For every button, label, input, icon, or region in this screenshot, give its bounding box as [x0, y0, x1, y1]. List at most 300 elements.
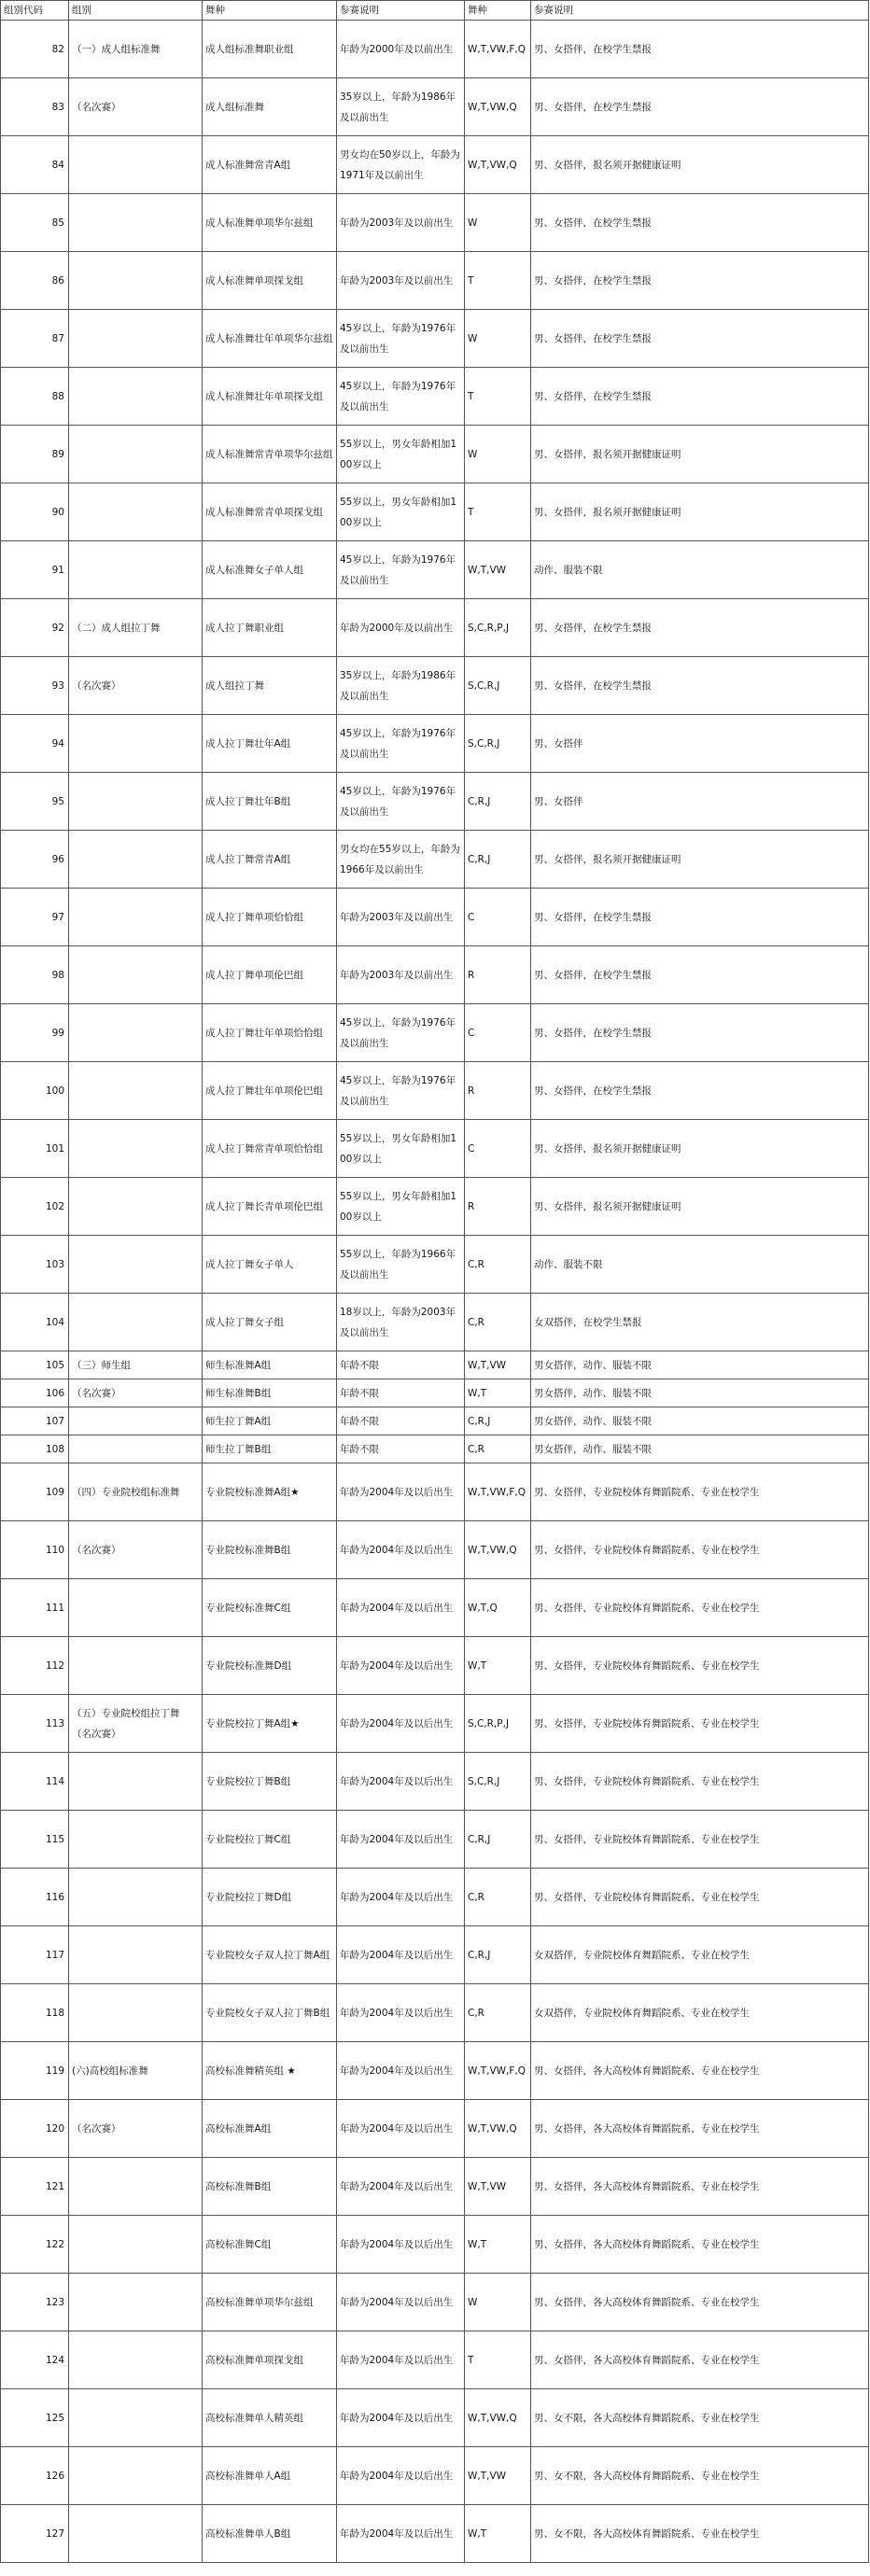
group-code-cell: 124: [1, 2331, 69, 2389]
dance-category-cell: 成人标准舞常青单项探戈组: [203, 483, 337, 541]
entry-description-cell: 年龄为2004年及以后出生: [337, 1695, 465, 1753]
dance-category-cell: 高校标准舞单人A组: [203, 2447, 337, 2505]
table-row: [1, 1004, 869, 1062]
dance-category-cell: 成人标准舞常青单项华尔兹组: [203, 426, 337, 483]
entry-notes-cell: 男、女搭伴，报名须开据健康证明: [531, 1120, 869, 1178]
group-cell: [69, 1579, 203, 1637]
entry-notes-cell: 男、女搭伴，专业院校体育舞蹈院系、专业在校学生: [531, 1521, 869, 1579]
dance-type-cell: T: [465, 252, 531, 310]
entry-description-cell: 35岁以上，年龄为1986年及以前出生: [337, 78, 465, 136]
dance-category-cell: 成人标准舞壮年单项华尔兹组: [203, 310, 337, 368]
entry-notes-cell: 男、女搭伴，报名须开据健康证明: [531, 1178, 869, 1236]
table-row: [1, 194, 869, 252]
entry-notes-cell: 男女搭伴，动作、服装不限: [531, 1407, 869, 1435]
dance-category-cell: 成人拉丁舞单项恰恰组: [203, 889, 337, 946]
dance-category-cell: 专业院校标准舞B组: [203, 1521, 337, 1579]
group-code-cell: 108: [1, 1435, 69, 1463]
entry-description-cell: 年龄为2004年及以后出生: [337, 2505, 465, 2563]
group-cell: [69, 2216, 203, 2274]
dance-type-cell: W,T,VW,Q: [465, 1521, 531, 1579]
entry-notes-cell: 男、女搭伴，专业院校体育舞蹈院系、专业在校学生: [531, 1869, 869, 1926]
group-cell: [69, 310, 203, 368]
group-cell: （四）专业院校组标准舞: [69, 1463, 203, 1521]
header-dance-category: 舞种: [203, 1, 337, 21]
entry-description-cell: 年龄为2004年及以后出生: [337, 2158, 465, 2216]
dance-category-cell: 成人标准舞壮年单项探戈组: [203, 368, 337, 426]
dance-category-cell: 成人拉丁舞壮年B组: [203, 773, 337, 831]
dance-type-cell: C,R,J: [465, 1407, 531, 1435]
table-row: [1, 1695, 869, 1753]
entry-description-cell: 45岁以上，年龄为1976年及以前出生: [337, 310, 465, 368]
group-cell: [69, 194, 203, 252]
dance-type-cell: C: [465, 1004, 531, 1062]
table-row: [1, 368, 869, 426]
group-cell: [69, 1236, 203, 1294]
entry-description-cell: 年龄为2004年及以后出生: [337, 1926, 465, 1984]
dance-type-cell: C,R,J: [465, 773, 531, 831]
entry-notes-cell: 男、女搭伴，专业院校体育舞蹈院系、专业在校学生: [531, 1637, 869, 1695]
dance-category-cell: 高校标准舞单项华尔兹组: [203, 2274, 337, 2331]
table-row: [1, 310, 869, 368]
dance-type-cell: C: [465, 889, 531, 946]
dance-category-cell: 专业院校女子双人拉丁舞A组: [203, 1926, 337, 1984]
table-row: [1, 1984, 869, 2042]
entry-description-cell: 年龄为2004年及以后出生: [337, 1637, 465, 1695]
table-row: [1, 1753, 869, 1811]
entry-description-cell: 男女均在50岁以上，年龄为1971年及以前出生: [337, 136, 465, 194]
group-cell: [69, 483, 203, 541]
group-code-cell: 107: [1, 1407, 69, 1435]
entry-description-cell: 45岁以上，年龄为1976年及以前出生: [337, 368, 465, 426]
table-row: [1, 657, 869, 715]
entry-notes-cell: 男、女搭伴，各大高校体育舞蹈院系、专业在校学生: [531, 2100, 869, 2158]
group-cell: [69, 368, 203, 426]
table-body: [1, 21, 869, 2563]
group-code-cell: 91: [1, 541, 69, 599]
entry-description-cell: 55岁以上，男女年龄相加100岁以上: [337, 426, 465, 483]
group-cell: （三）师生组: [69, 1351, 203, 1379]
dance-category-cell: 成人拉丁舞单项伦巴组: [203, 946, 337, 1004]
group-code-cell: 126: [1, 2447, 69, 2505]
entry-description-cell: 45岁以上，年龄为1976年及以前出生: [337, 541, 465, 599]
dance-type-cell: W: [465, 194, 531, 252]
entry-description-cell: 55岁以上，男女年龄相加100岁以上: [337, 483, 465, 541]
header-row: [1, 1, 869, 21]
group-code-cell: 92: [1, 599, 69, 657]
table-row: [1, 2389, 869, 2447]
entry-notes-cell: 男、女搭伴，在校学生禁报: [531, 657, 869, 715]
dance-category-cell: 成人拉丁舞女子组: [203, 1294, 337, 1351]
group-cell: [69, 773, 203, 831]
group-cell: [69, 1637, 203, 1695]
dance-category-cell: 成人拉丁舞职业组: [203, 599, 337, 657]
group-cell: （名次赛）: [69, 657, 203, 715]
dance-category-cell: 师生标准舞B组: [203, 1379, 337, 1407]
entry-description-cell: 年龄不限: [337, 1351, 465, 1379]
dance-type-cell: W: [465, 2274, 531, 2331]
table-row: [1, 2274, 869, 2331]
dance-type-cell: W,T: [465, 1379, 531, 1407]
group-code-cell: 118: [1, 1984, 69, 2042]
dance-type-cell: C,R: [465, 1435, 531, 1463]
entry-description-cell: 年龄为2004年及以后出生: [337, 1521, 465, 1579]
dance-type-cell: R: [465, 1178, 531, 1236]
dance-category-cell: 成人组标准舞职业组: [203, 21, 337, 78]
dance-type-cell: W,T,VW: [465, 2447, 531, 2505]
group-cell: [69, 2274, 203, 2331]
header-group-code: 组别代码: [1, 1, 69, 21]
table-row: [1, 541, 869, 599]
table-row: [1, 1463, 869, 1521]
entry-notes-cell: 男女搭伴，动作、服装不限: [531, 1351, 869, 1379]
dance-type-cell: R: [465, 946, 531, 1004]
header-entry-description: 参赛说明: [337, 1, 465, 21]
dance-type-cell: W,T,VW,Q: [465, 2389, 531, 2447]
entry-notes-cell: 男、女搭伴，各大高校体育舞蹈院系、专业在校学生: [531, 2158, 869, 2216]
group-cell: [69, 1004, 203, 1062]
group-cell: （二）成人组拉丁舞: [69, 599, 203, 657]
entry-notes-cell: 男、女搭伴，专业院校体育舞蹈院系、专业在校学生: [531, 1695, 869, 1753]
dance-category-cell: 成人组标准舞: [203, 78, 337, 136]
dance-type-cell: W,T,VW: [465, 541, 531, 599]
dance-type-cell: S,C,R,P,J: [465, 1695, 531, 1753]
table-row: [1, 773, 869, 831]
entry-notes-cell: 男、女不限，各大高校体育舞蹈院系、专业在校学生: [531, 2389, 869, 2447]
entry-notes-cell: 男、女搭伴，报名须开据健康证明: [531, 136, 869, 194]
dance-type-cell: W,T: [465, 2505, 531, 2563]
group-code-cell: 113: [1, 1695, 69, 1753]
entry-notes-cell: 男、女搭伴: [531, 715, 869, 773]
entry-description-cell: 年龄为2004年及以后出生: [337, 2274, 465, 2331]
dance-category-cell: 师生标准舞A组: [203, 1351, 337, 1379]
table-row: [1, 889, 869, 946]
dance-category-cell: 成人标准舞女子单人组: [203, 541, 337, 599]
group-code-cell: 106: [1, 1379, 69, 1407]
entry-notes-cell: 女双搭伴，专业院校体育舞蹈院系、专业在校学生: [531, 1926, 869, 1984]
dance-type-cell: C,R: [465, 1236, 531, 1294]
entry-notes-cell: 男、女搭伴，在校学生禁报: [531, 1062, 869, 1120]
table-row: [1, 2331, 869, 2389]
entry-description-cell: 年龄为2004年及以后出生: [337, 2216, 465, 2274]
table-row: [1, 136, 869, 194]
table-row: [1, 2505, 869, 2563]
entry-notes-cell: 男、女搭伴: [531, 773, 869, 831]
group-code-cell: 82: [1, 21, 69, 78]
entry-notes-cell: 男、女搭伴，在校学生禁报: [531, 21, 869, 78]
dance-category-cell: 高校标准舞C组: [203, 2216, 337, 2274]
entry-notes-cell: 男、女搭伴，在校学生禁报: [531, 78, 869, 136]
group-code-cell: 83: [1, 78, 69, 136]
table-row: [1, 715, 869, 773]
group-cell: [69, 889, 203, 946]
dance-type-cell: W,T: [465, 2216, 531, 2274]
header-group: 组别: [69, 1, 203, 21]
dance-category-cell: 成人标准舞常青A组: [203, 136, 337, 194]
dance-type-cell: T: [465, 2331, 531, 2389]
group-code-cell: 100: [1, 1062, 69, 1120]
entry-description-cell: 年龄为2004年及以后出生: [337, 2100, 465, 2158]
group-cell: [69, 1178, 203, 1236]
dance-category-cell: 成人拉丁舞女子单人: [203, 1236, 337, 1294]
group-code-cell: 84: [1, 136, 69, 194]
entry-description-cell: 年龄为2004年及以后出生: [337, 1984, 465, 2042]
dance-category-cell: 高校标准舞A组: [203, 2100, 337, 2158]
group-cell: [69, 831, 203, 889]
group-code-cell: 120: [1, 2100, 69, 2158]
entry-notes-cell: 男女搭伴，动作、服装不限: [531, 1379, 869, 1407]
dance-type-cell: R: [465, 1062, 531, 1120]
table-row: [1, 2447, 869, 2505]
entry-notes-cell: 男、女搭伴，专业院校体育舞蹈院系、专业在校学生: [531, 1579, 869, 1637]
dance-category-cell: 专业院校拉丁舞B组: [203, 1753, 337, 1811]
group-cell: [69, 2331, 203, 2389]
entry-notes-cell: 男、女搭伴，在校学生禁报: [531, 252, 869, 310]
entry-description-cell: 年龄为2004年及以后出生: [337, 2447, 465, 2505]
group-code-cell: 89: [1, 426, 69, 483]
entry-notes-cell: 男、女搭伴，在校学生禁报: [531, 310, 869, 368]
dance-type-cell: W,T,VW: [465, 2158, 531, 2216]
entry-description-cell: 年龄为2004年及以后出生: [337, 1463, 465, 1521]
group-cell: （五）专业院校组拉丁舞（名次赛）: [69, 1695, 203, 1753]
table-row: [1, 1579, 869, 1637]
dance-category-cell: 专业院校拉丁舞C组: [203, 1811, 337, 1869]
entry-notes-cell: 动作、服装不限: [531, 541, 869, 599]
entry-notes-cell: 男、女不限，各大高校体育舞蹈院系、专业在校学生: [531, 2447, 869, 2505]
group-code-cell: 104: [1, 1294, 69, 1351]
entry-description-cell: 年龄为2004年及以后出生: [337, 1869, 465, 1926]
group-code-cell: 122: [1, 2216, 69, 2274]
dance-type-cell: W: [465, 310, 531, 368]
group-cell: [69, 1120, 203, 1178]
table-row: [1, 1811, 869, 1869]
table-row: [1, 946, 869, 1004]
header-entry-notes: 参赛说明: [531, 1, 869, 21]
group-code-cell: 119: [1, 2042, 69, 2100]
dance-type-cell: W,T,Q: [465, 1579, 531, 1637]
dance-type-cell: S,C,R,P,J: [465, 599, 531, 657]
group-code-cell: 97: [1, 889, 69, 946]
entry-description-cell: 男女均在55岁以上，年龄为1966年及以前出生: [337, 831, 465, 889]
dance-category-cell: 成人拉丁舞壮年单项恰恰组: [203, 1004, 337, 1062]
dance-type-cell: C,R: [465, 1869, 531, 1926]
dance-category-cell: 专业院校标准舞A组★: [203, 1463, 337, 1521]
group-code-cell: 116: [1, 1869, 69, 1926]
entry-description-cell: 年龄不限: [337, 1435, 465, 1463]
group-cell: [69, 1407, 203, 1435]
entry-notes-cell: 男、女搭伴，各大高校体育舞蹈院系、专业在校学生: [531, 2042, 869, 2100]
table-row: [1, 1407, 869, 1435]
entry-notes-cell: 男、女搭伴，各大高校体育舞蹈院系、专业在校学生: [531, 2216, 869, 2274]
group-cell: [69, 1062, 203, 1120]
group-cell: (六)高校组标准舞: [69, 2042, 203, 2100]
dance-type-cell: W,T,VW: [465, 1351, 531, 1379]
entry-notes-cell: 男、女搭伴，在校学生禁报: [531, 1004, 869, 1062]
group-cell: [69, 1811, 203, 1869]
group-cell: [69, 1869, 203, 1926]
entry-notes-cell: 女双搭伴，在校学生禁报: [531, 1294, 869, 1351]
entry-description-cell: 年龄为2000年及以前出生: [337, 599, 465, 657]
group-cell: [69, 1753, 203, 1811]
group-cell: [69, 1984, 203, 2042]
group-cell: [69, 136, 203, 194]
entry-notes-cell: 动作、服装不限: [531, 1236, 869, 1294]
dance-category-cell: 成人拉丁舞壮年单项伦巴组: [203, 1062, 337, 1120]
group-cell: [69, 2389, 203, 2447]
table-row: [1, 2042, 869, 2100]
dance-category-cell: 成人拉丁舞常青单项恰恰组: [203, 1120, 337, 1178]
dance-category-cell: 专业院校拉丁舞D组: [203, 1869, 337, 1926]
entry-description-cell: 45岁以上，年龄为1976年及以前出生: [337, 773, 465, 831]
group-code-cell: 110: [1, 1521, 69, 1579]
group-code-cell: 90: [1, 483, 69, 541]
group-code-cell: 98: [1, 946, 69, 1004]
group-cell: [69, 1294, 203, 1351]
group-cell: [69, 946, 203, 1004]
entry-description-cell: 55岁以上，男女年龄相加100岁以上: [337, 1120, 465, 1178]
entry-notes-cell: 男、女搭伴，在校学生禁报: [531, 194, 869, 252]
dance-category-cell: 师生拉丁舞A组: [203, 1407, 337, 1435]
group-code-cell: 95: [1, 773, 69, 831]
entry-notes-cell: 男女搭伴，动作、服装不限: [531, 1435, 869, 1463]
table-row: [1, 21, 869, 78]
entry-description-cell: 45岁以上，年龄为1976年及以前出生: [337, 1004, 465, 1062]
table-row: [1, 1236, 869, 1294]
dance-category-cell: 专业院校标准舞D组: [203, 1637, 337, 1695]
dance-category-cell: 专业院校女子双人拉丁舞B组: [203, 1984, 337, 2042]
group-cell: [69, 541, 203, 599]
group-code-cell: 101: [1, 1120, 69, 1178]
dance-type-cell: T: [465, 483, 531, 541]
group-code-cell: 117: [1, 1926, 69, 1984]
entry-notes-cell: 男、女搭伴，在校学生禁报: [531, 368, 869, 426]
table-row: [1, 1294, 869, 1351]
group-code-cell: 114: [1, 1753, 69, 1811]
group-code-cell: 105: [1, 1351, 69, 1379]
table-row: [1, 1120, 869, 1178]
group-code-cell: 121: [1, 2158, 69, 2216]
dance-type-cell: W: [465, 426, 531, 483]
dance-type-cell: C,R,J: [465, 831, 531, 889]
group-code-cell: 99: [1, 1004, 69, 1062]
entry-notes-cell: 男、女搭伴，专业院校体育舞蹈院系、专业在校学生: [531, 1811, 869, 1869]
entry-description-cell: 18岁以上，年龄为2003年及以前出生: [337, 1294, 465, 1351]
group-cell: （名次赛）: [69, 78, 203, 136]
table-row: [1, 2216, 869, 2274]
dance-type-cell: C,R: [465, 1294, 531, 1351]
group-cell: [69, 1926, 203, 1984]
dance-category-cell: 高校标准舞精英组 ★: [203, 2042, 337, 2100]
entry-description-cell: 35岁以上，年龄为1986年及以前出生: [337, 657, 465, 715]
group-code-cell: 96: [1, 831, 69, 889]
table-row: [1, 1178, 869, 1236]
dance-type-cell: W,T,VW,Q: [465, 2100, 531, 2158]
group-cell: [69, 1435, 203, 1463]
dance-type-cell: W,T: [465, 1637, 531, 1695]
group-code-cell: 125: [1, 2389, 69, 2447]
dance-type-cell: S,C,R,J: [465, 715, 531, 773]
entry-description-cell: 年龄为2003年及以前出生: [337, 946, 465, 1004]
entry-notes-cell: 男、女搭伴，各大高校体育舞蹈院系、专业在校学生: [531, 2274, 869, 2331]
entry-notes-cell: 男、女搭伴，报名须开据健康证明: [531, 831, 869, 889]
group-cell: [69, 426, 203, 483]
table-row: [1, 1435, 869, 1463]
entry-description-cell: 年龄为2003年及以前出生: [337, 252, 465, 310]
group-cell: [69, 252, 203, 310]
group-cell: （名次赛）: [69, 2100, 203, 2158]
dance-category-cell: 高校标准舞单人B组: [203, 2505, 337, 2563]
entry-description-cell: 55岁以上，年龄为1966年及以前出生: [337, 1236, 465, 1294]
entry-description-cell: 年龄不限: [337, 1407, 465, 1435]
table-row: [1, 599, 869, 657]
entry-notes-cell: 女双搭伴，专业院校体育舞蹈院系、专业在校学生: [531, 1984, 869, 2042]
dance-type-cell: W,T,VW,F,Q: [465, 2042, 531, 2100]
dance-type-cell: S,C,R,J: [465, 657, 531, 715]
dance-category-cell: 专业院校拉丁舞A组★: [203, 1695, 337, 1753]
entry-description-cell: 年龄为2004年及以后出生: [337, 1753, 465, 1811]
dance-type-cell: C,R,J: [465, 1926, 531, 1984]
group-cell: （一）成人组标准舞: [69, 21, 203, 78]
entry-description-cell: 年龄为2000年及以前出生: [337, 21, 465, 78]
dance-type-cell: C,R: [465, 1984, 531, 2042]
entry-description-cell: 年龄为2004年及以后出生: [337, 2331, 465, 2389]
entry-notes-cell: 男、女搭伴，专业院校体育舞蹈院系、专业在校学生: [531, 1463, 869, 1521]
dance-category-cell: 成人标准舞单项探戈组: [203, 252, 337, 310]
dance-category-cell: 成人组拉丁舞: [203, 657, 337, 715]
group-code-cell: 112: [1, 1637, 69, 1695]
group-cell: （名次赛）: [69, 1379, 203, 1407]
group-code-cell: 123: [1, 2274, 69, 2331]
table-row: [1, 1926, 869, 1984]
entry-notes-cell: 男、女搭伴，在校学生禁报: [531, 599, 869, 657]
entry-description-cell: 年龄为2004年及以后出生: [337, 1579, 465, 1637]
group-cell: [69, 2447, 203, 2505]
dance-category-cell: 成人拉丁舞长青单项伦巴组: [203, 1178, 337, 1236]
entry-notes-cell: 男、女不限，各大高校体育舞蹈院系、专业在校学生: [531, 2505, 869, 2563]
group-cell: [69, 2158, 203, 2216]
table-row: [1, 1521, 869, 1579]
table-row: [1, 426, 869, 483]
group-code-cell: 111: [1, 1579, 69, 1637]
table-row: [1, 483, 869, 541]
entry-notes-cell: 男、女搭伴，各大高校体育舞蹈院系、专业在校学生: [531, 2331, 869, 2389]
group-code-cell: 85: [1, 194, 69, 252]
entry-notes-cell: 男、女搭伴，报名须开据健康证明: [531, 426, 869, 483]
entry-description-cell: 45岁以上，年龄为1976年及以前出生: [337, 1062, 465, 1120]
table-row: [1, 831, 869, 889]
entry-description-cell: 45岁以上，年龄为1976年及以前出生: [337, 715, 465, 773]
entry-description-cell: 年龄为2003年及以前出生: [337, 889, 465, 946]
group-cell: [69, 715, 203, 773]
entry-notes-cell: 男、女搭伴，报名须开据健康证明: [531, 483, 869, 541]
entry-description-cell: 年龄为2004年及以后出生: [337, 1811, 465, 1869]
group-code-cell: 88: [1, 368, 69, 426]
entry-notes-cell: 男、女搭伴，专业院校体育舞蹈院系、专业在校学生: [531, 1753, 869, 1811]
table-row: [1, 2100, 869, 2158]
group-code-cell: 102: [1, 1178, 69, 1236]
group-cell: [69, 2505, 203, 2563]
dance-type-cell: W,T,VW,F,Q: [465, 1463, 531, 1521]
table-row: [1, 2158, 869, 2216]
group-code-cell: 103: [1, 1236, 69, 1294]
table-row: [1, 1869, 869, 1926]
table-row: [1, 1379, 869, 1407]
group-code-cell: 127: [1, 2505, 69, 2563]
header-dance-type: 舞种: [465, 1, 531, 21]
table-row: [1, 78, 869, 136]
dance-category-cell: 成人拉丁舞常青A组: [203, 831, 337, 889]
dance-type-cell: C,R,J: [465, 1811, 531, 1869]
entry-notes-cell: 男、女搭伴，在校学生禁报: [531, 946, 869, 1004]
